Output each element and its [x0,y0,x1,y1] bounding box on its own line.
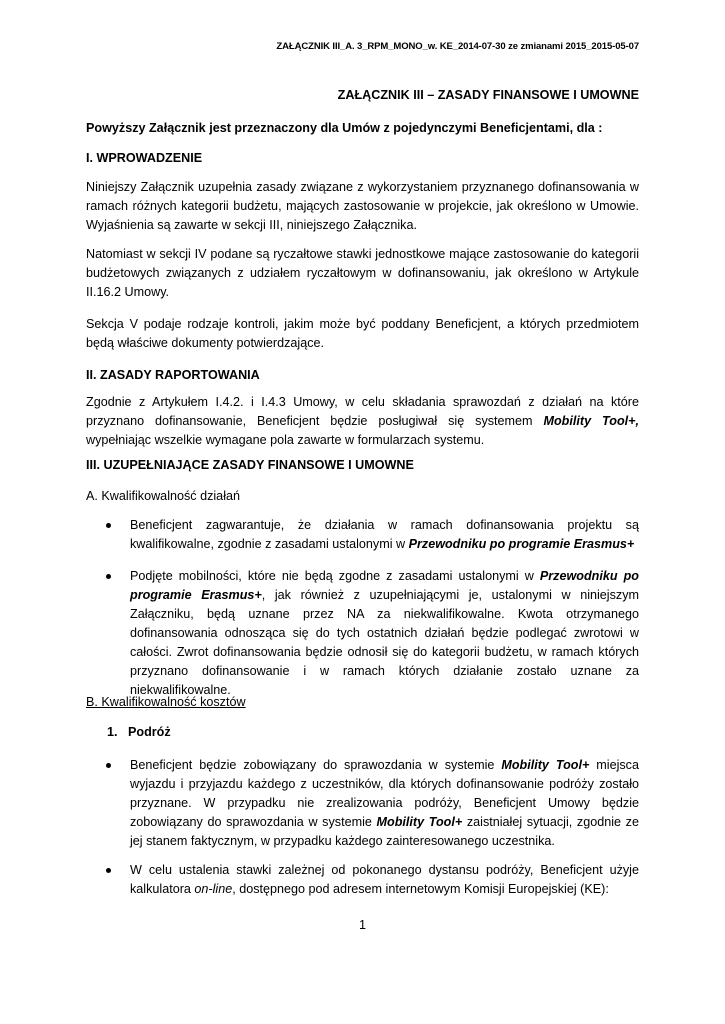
list-item [104,861,639,899]
text-run: , jak również z uzupełniającymi je, ustalonymi w niniejszym Załączniku, będą uznane przez NA za niekwalifikowalne. Kwota otrzymanego dofinansowania odnosząca się do tych ostatnich działań będzie podlegać zwrotowi w całości. Zwrot dofinansowania będzie odnosił się do kategorii budżetu, w ramach których przyznano dofinansowanie i w ramach których działanie zostało uznane za niekwalifikowalne. [130,588,639,697]
list-item-text [130,756,639,851]
text-run: zaistniałej sytuacji, zgodnie ze jej stanem faktycznym, w przypadku każdego zainteresowanego uczestnika. [130,815,639,848]
section-3-heading: III. UZUPEŁNIAJĄCE ZASADY FINANSOWE I UMOWNE [86,458,414,472]
online-emphasis: on-line [194,882,233,896]
text-run: Podjęte mobilności, które nie będą zgodne z zasadami ustalonymi w [130,569,540,583]
text-run: wypełniając wszelkie wymagane pola zawarte w formularzach systemu. [86,433,485,447]
text-run: Beneficjent będzie zobowiązany do sprawozdania w systemie [130,758,502,772]
subsection-b-heading: B. Kwalifikowalność kosztów [86,695,246,709]
section-1-paragraph-1: Niniejszy Załącznik uzupełnia zasady związane z wykorzystaniem przyznanego dofinansowania w ramach różnych kategorii budżetu, mających zastosowanie w projekcie, jak określono w Umowie. Wyjaśnienia są zawarte w sekcji III, niniejszego Załącznika. [86,180,639,232]
list-item-text [130,516,639,554]
list-item [104,756,639,851]
section-2-heading: II. ZASADY RAPORTOWANIA [86,368,260,382]
list-item-text [130,861,639,899]
text-run: W celu ustalenia stawki zależnej od pokonanego dystansu podróży, Beneficjent użyje kalkulatora [130,863,639,896]
document-reference-header: ZAŁĄCZNIK III_A. 3_RPM_MONO_w. KE_2014-07-30 ze zmianami 2015_2015-05-07 [276,41,639,52]
item-label: Podróż [128,725,171,739]
item-number: 1. [107,725,118,739]
list-item-text [130,567,639,700]
section-1-paragraph-2: Natomiast w sekcji IV podane są ryczałtowe stawki jednostkowe mające zastosowanie do kategorii budżetowych związanych z udziałem ryczałtowym w dofinansowaniu, jak określono w Artykule II.16.2 Umowy. [86,247,639,299]
section-1-heading: I. WPROWADZENIE [86,151,203,165]
numbered-item-travel [107,723,171,742]
guide-emphasis: Przewodniku po programie Erasmus+ [408,537,635,551]
page-number: 1 [358,918,366,932]
text-run: miejsca wyjazdu i przyjazdu każdego z uczestników, dla których dofinansowanie podróży zostało przyznane. W przypadku nie zrealizowania podróży, Beneficjent Umowy będzie zobowiązany do sprawozdania w systemie [130,758,639,829]
list-item [104,567,639,700]
intro-statement: Powyższy Załącznik jest przeznaczony dla Umów z pojedynczymi Beneficjentami, dla : [86,121,603,135]
section-1-paragraph-3: Sekcja V podaje rodzaje kontroli, jakim może być poddany Beneficjent, a których przedmiotem będą właściwe dokumenty potwierdzające. [86,317,639,350]
subsection-a-heading: A. Kwalifikowalność działań [86,489,240,503]
annex-title: ZAŁĄCZNIK III – ZASADY FINANSOWE I UMOWNE [337,88,639,102]
section-2-paragraph [86,393,639,450]
guide-emphasis: Przewodniku po programie Erasmus+ [130,569,639,602]
mobility-tool-emphasis: Mobility Tool+ [376,815,463,829]
text-run: Beneficjent zagwarantuje, że działania w ramach dofinansowania projektu są kwalifikowalne, zgodnie z zasadami ustalonymi w [130,518,639,551]
mobility-tool-emphasis: Mobility Tool+ [501,758,590,772]
mobility-tool-emphasis: Mobility Tool+, [543,414,639,428]
text-run: , dostępnego pod adresem internetowym Komisji Europejskiej (KE): [232,882,609,896]
list-item [104,516,639,554]
text-run: Zgodnie z Artykułem I.4.2. i I.4.3 Umowy, w celu składania sprawozdań z działań na które przyznano dofinansowanie, Beneficjent będzie posługiwał się systemem [86,395,639,428]
